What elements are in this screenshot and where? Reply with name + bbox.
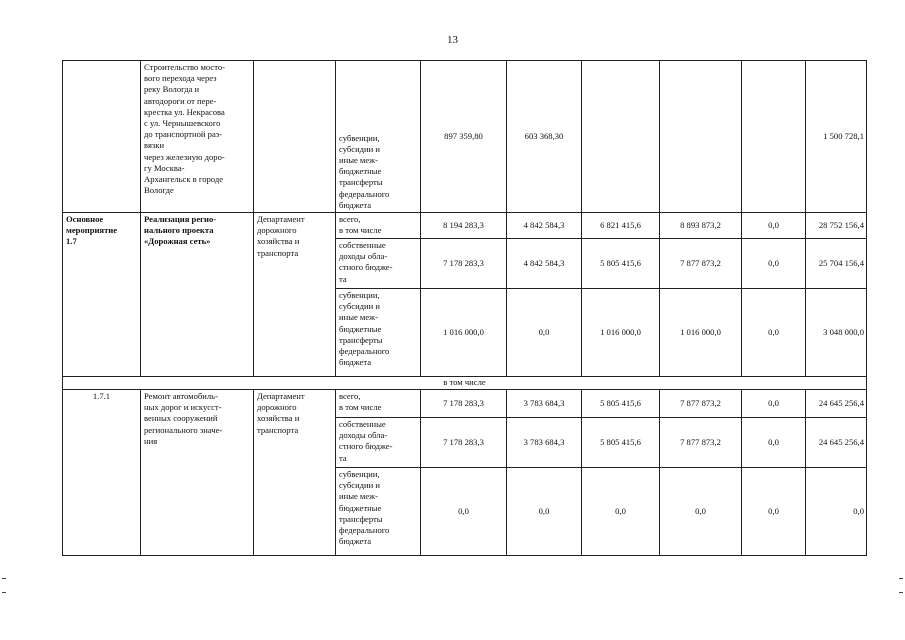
funding-source-cell: субвенции, субсидии и иные меж- бюджетные трансферты федерального бюджета: [336, 468, 421, 556]
code-cell: Основное мероприятие 1.7: [63, 213, 141, 377]
value-cell: 0,0: [742, 418, 806, 468]
total-cell: 1 500 728,1: [806, 61, 867, 213]
funding-source-cell: собственные доходы обла- стного бюдже- та: [336, 418, 421, 468]
value-cell: 7 178 283,3: [421, 418, 507, 468]
scan-mark: [899, 578, 903, 579]
table-row: [63, 61, 867, 213]
value-cell: 603 368,30: [507, 61, 582, 213]
event-name-cell: Реализация регио- нального проекта «Дорожная сеть»: [141, 213, 254, 377]
total-cell: 0,0: [806, 468, 867, 556]
value-cell: 6 821 415,6: [582, 213, 660, 239]
value-cell: 7 877 873,2: [660, 239, 742, 289]
total-cell: 28 752 156,4: [806, 213, 867, 239]
table-row: [63, 213, 867, 239]
value-cell: [582, 61, 660, 213]
funding-source-cell: собственные доходы обла- стного бюдже- та: [336, 239, 421, 289]
value-cell: [660, 61, 742, 213]
value-cell: 8 194 283,3: [421, 213, 507, 239]
value-cell: 3 783 684,3: [507, 418, 582, 468]
value-cell: 8 893 873,2: [660, 213, 742, 239]
value-cell: 0,0: [742, 289, 806, 377]
table-row: [63, 377, 867, 390]
scan-mark: [2, 578, 6, 579]
page-number: 13: [447, 34, 458, 46]
total-cell: 3 048 000,0: [806, 289, 867, 377]
value-cell: 0,0: [421, 468, 507, 556]
value-cell: 0,0: [742, 390, 806, 418]
code-cell: 1.7.1: [63, 390, 141, 556]
value-cell: 3 783 684,3: [507, 390, 582, 418]
budget-table: [62, 60, 867, 556]
value-cell: 5 805 415,6: [582, 418, 660, 468]
value-cell: 0,0: [507, 468, 582, 556]
value-cell: 5 805 415,6: [582, 239, 660, 289]
value-cell: 7 178 283,3: [421, 390, 507, 418]
value-cell: 0,0: [742, 239, 806, 289]
value-cell: 4 842 584,3: [507, 213, 582, 239]
executor-cell: Департамент дорожного хозяйства и транспорта: [254, 390, 336, 556]
value-cell: 7 178 283,3: [421, 239, 507, 289]
funding-source-cell: субвенции, субсидии и иные меж- бюджетные трансферты федерального бюджета: [336, 61, 421, 213]
total-cell: 24 645 256,4: [806, 418, 867, 468]
value-cell: [742, 61, 806, 213]
code-cell: [63, 61, 141, 213]
value-cell: 0,0: [660, 468, 742, 556]
funding-source-cell: всего, в том числе: [336, 213, 421, 239]
value-cell: 5 805 415,6: [582, 390, 660, 418]
scan-mark: [899, 592, 903, 593]
value-cell: 897 359,80: [421, 61, 507, 213]
total-cell: 25 704 156,4: [806, 239, 867, 289]
table-row: [63, 390, 867, 418]
separator-cell: в том числе: [63, 377, 867, 390]
value-cell: 1 016 000,0: [582, 289, 660, 377]
value-cell: 0,0: [582, 468, 660, 556]
value-cell: 1 016 000,0: [421, 289, 507, 377]
executor-cell: [254, 61, 336, 213]
executor-cell: Департамент дорожного хозяйства и транспорта: [254, 213, 336, 377]
value-cell: 7 877 873,2: [660, 418, 742, 468]
total-cell: 24 645 256,4: [806, 390, 867, 418]
funding-source-cell: всего, в том числе: [336, 390, 421, 418]
value-cell: 0,0: [507, 289, 582, 377]
funding-source-cell: субвенции, субсидии и иные меж- бюджетные трансферты федерального бюджета: [336, 289, 421, 377]
value-cell: 0,0: [742, 468, 806, 556]
value-cell: 4 842 584,3: [507, 239, 582, 289]
event-name-cell: Строительство мосто- вого перехода через реку Вологда и автодороги от пере- крестка ул. Некрасова с ул. Чернышевского до транспортной раз- вязки через железную доро- гу Москва- Архангельск в городе Вологде: [141, 61, 254, 213]
value-cell: 0,0: [742, 213, 806, 239]
scan-mark: [2, 592, 6, 593]
event-name-cell: Ремонт автомобиль- ных дорог и искусст- венных сооружений регионального значе- ния: [141, 390, 254, 556]
value-cell: 7 877 873,2: [660, 390, 742, 418]
value-cell: 1 016 000,0: [660, 289, 742, 377]
